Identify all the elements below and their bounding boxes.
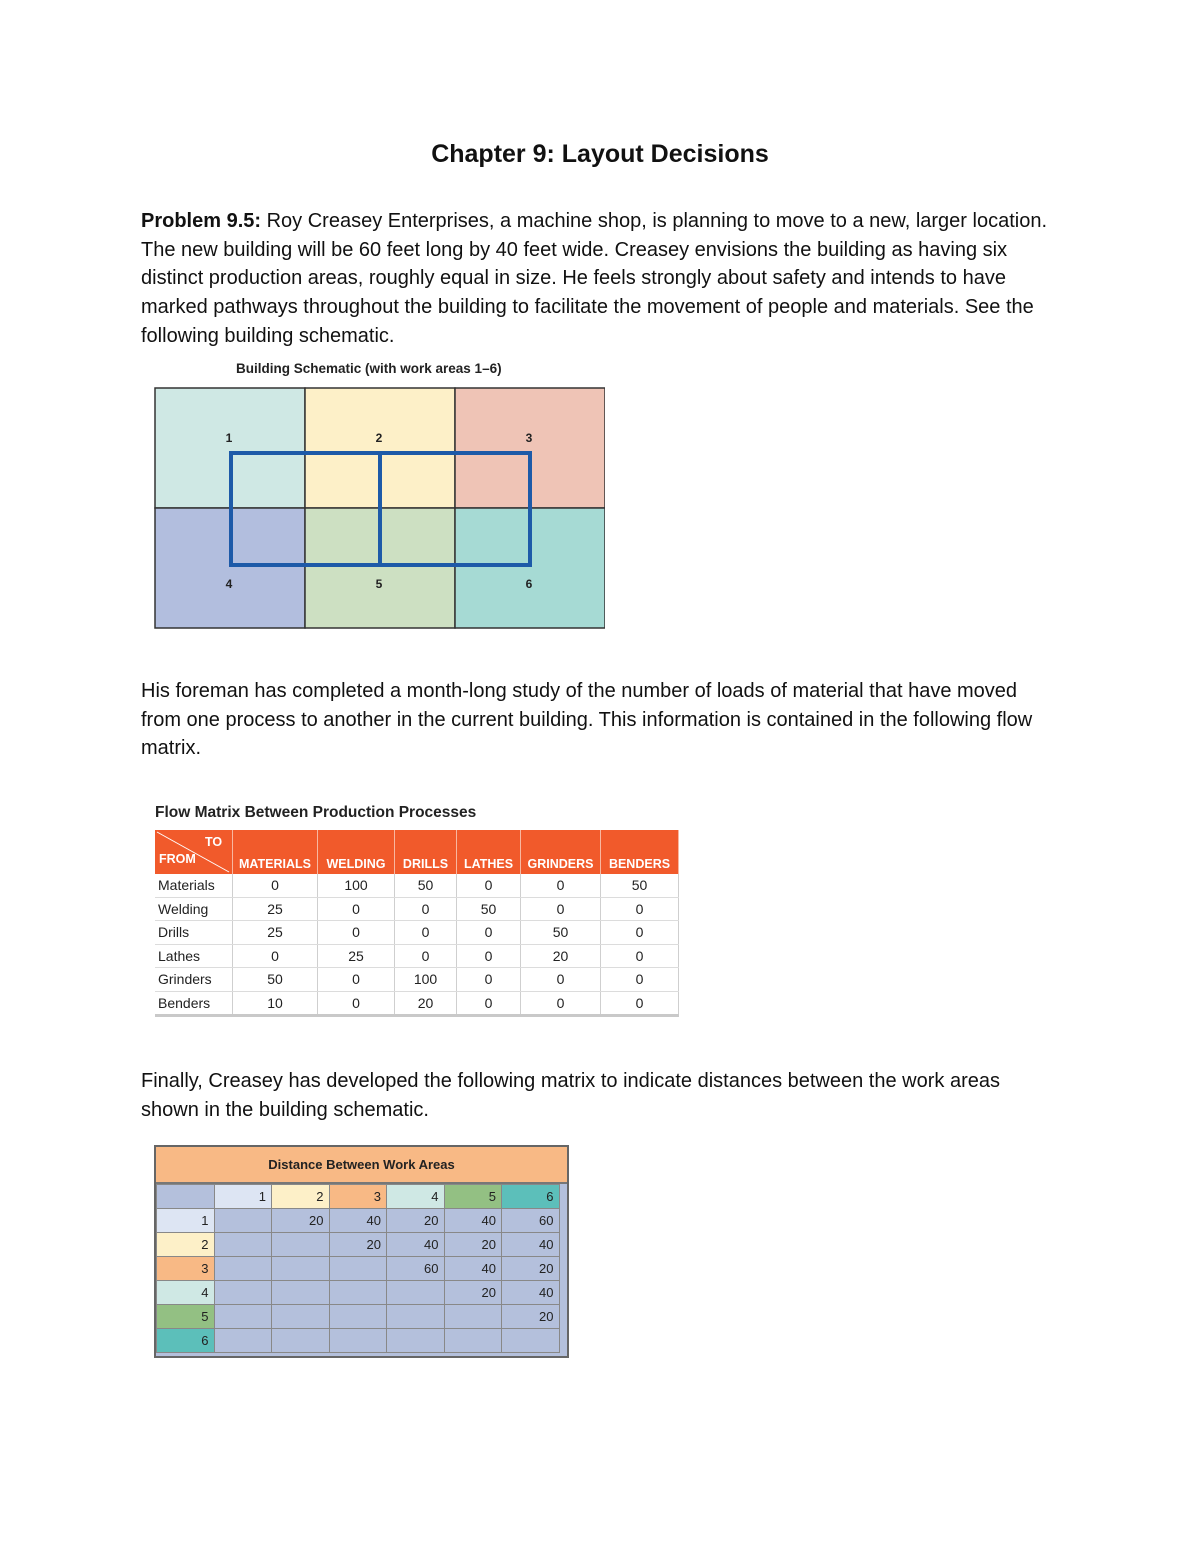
distance-cell: 40 <box>387 1233 445 1257</box>
distance-cell: 60 <box>502 1209 560 1233</box>
flow-matrix-to-label: TO <box>205 835 223 849</box>
flow-cell: 0 <box>521 991 601 1016</box>
distance-cell <box>272 1281 330 1305</box>
distance-cell <box>387 1329 445 1353</box>
distance-cell <box>214 1281 272 1305</box>
distance-cell <box>272 1233 330 1257</box>
problem-text: Roy Creasey Enterprises, a machine shop, is planning to move to a new, larger location. The new building will be 60 feet long by 40 feet wide. Creasey envisions the building as having six distinct production areas, roughly equal in size. He feels strongly about safety and intends to have marked pathways throughout the building to facilitate the movement of people and materials. See the following building schematic. <box>141 210 1048 347</box>
flow-cell: 0 <box>521 874 601 897</box>
distance-cell <box>214 1209 272 1233</box>
flow-cell: 0 <box>233 874 318 897</box>
flow-cell: 100 <box>395 968 457 992</box>
flow-cell: 20 <box>521 944 601 968</box>
flow-cell: 0 <box>601 897 679 921</box>
problem-paragraph <box>141 207 1061 351</box>
flow-col-header: BENDERS <box>601 830 679 874</box>
flow-cell: 25 <box>318 944 395 968</box>
flow-cell: 0 <box>601 991 679 1016</box>
flow-row <box>155 897 679 921</box>
distance-row <box>157 1281 560 1305</box>
flow-cell: 25 <box>233 921 318 945</box>
distance-col-header: 5 <box>444 1185 502 1209</box>
distance-cell <box>214 1305 272 1329</box>
flow-cell: 50 <box>457 897 521 921</box>
flow-cell: 0 <box>318 968 395 992</box>
flow-row <box>155 921 679 945</box>
distance-cell <box>387 1281 445 1305</box>
distance-row-header: 5 <box>157 1305 215 1329</box>
flow-row-label: Grinders <box>155 968 233 992</box>
schematic-title: Building Schematic (with work areas 1–6) <box>236 361 502 376</box>
flow-cell: 0 <box>318 921 395 945</box>
distance-cell <box>272 1329 330 1353</box>
distance-cell <box>502 1329 560 1353</box>
work-area-label-4: 4 <box>225 577 233 591</box>
work-area-label-6: 6 <box>525 577 533 591</box>
distance-row-header: 3 <box>157 1257 215 1281</box>
flow-cell: 0 <box>457 944 521 968</box>
flow-cell: 0 <box>457 991 521 1016</box>
distance-cell: 40 <box>502 1233 560 1257</box>
flow-row <box>155 991 679 1016</box>
flow-cell: 50 <box>233 968 318 992</box>
foreman-paragraph: His foreman has completed a month-long study of the number of loads of material that have moved from one process to another in the current building. This information is contained in the following flow matrix. <box>141 680 1033 760</box>
flow-cell: 0 <box>521 968 601 992</box>
distance-corner-cell <box>157 1185 215 1209</box>
flow-col-header: LATHES <box>457 830 521 874</box>
page-title: Chapter 9: Layout Decisions <box>431 140 769 168</box>
distance-col-header: 1 <box>214 1185 272 1209</box>
distance-row-header: 2 <box>157 1233 215 1257</box>
work-area-label-2: 2 <box>375 431 383 445</box>
distance-cell <box>329 1281 387 1305</box>
flow-cell: 10 <box>233 991 318 1016</box>
flow-cell: 0 <box>521 897 601 921</box>
distance-row <box>157 1305 560 1329</box>
distance-cell <box>329 1257 387 1281</box>
flow-cell: 100 <box>318 874 395 897</box>
flow-col-header: WELDING <box>318 830 395 874</box>
distance-cell <box>444 1329 502 1353</box>
flow-cell: 20 <box>395 991 457 1016</box>
flow-cell: 0 <box>457 968 521 992</box>
flow-cell: 0 <box>318 991 395 1016</box>
flow-matrix-from-label: FROM <box>159 852 196 866</box>
distance-cell: 20 <box>387 1209 445 1233</box>
flow-cell: 0 <box>395 921 457 945</box>
flow-row-label: Materials <box>155 874 233 897</box>
distance-col-header: 6 <box>502 1185 560 1209</box>
finally-paragraph: Finally, Creasey has developed the following matrix to indicate distances between the work areas shown in the building schematic. <box>141 1070 1000 1121</box>
distance-row-header: 6 <box>157 1329 215 1353</box>
flow-cell: 0 <box>233 944 318 968</box>
distance-row <box>157 1329 560 1353</box>
flow-row-label: Drills <box>155 921 233 945</box>
distance-matrix-table <box>156 1184 560 1353</box>
distance-cell <box>387 1305 445 1329</box>
flow-cell: 50 <box>521 921 601 945</box>
distance-cell: 20 <box>329 1233 387 1257</box>
work-area-label-3: 3 <box>525 431 533 445</box>
distance-matrix-title: Distance Between Work Areas <box>156 1147 567 1184</box>
distance-cell: 40 <box>329 1209 387 1233</box>
distance-cell: 40 <box>444 1257 502 1281</box>
distance-cell <box>214 1233 272 1257</box>
flow-matrix-header-row <box>155 830 679 874</box>
distance-cell: 20 <box>502 1305 560 1329</box>
flow-row-label: Lathes <box>155 944 233 968</box>
distance-col-header: 2 <box>272 1185 330 1209</box>
distance-row-header: 1 <box>157 1209 215 1233</box>
distance-cell <box>444 1305 502 1329</box>
distance-cell: 20 <box>444 1233 502 1257</box>
distance-matrix <box>154 1145 569 1358</box>
flow-cell: 0 <box>395 897 457 921</box>
distance-cell <box>272 1305 330 1329</box>
distance-cell: 40 <box>444 1209 502 1233</box>
distance-row <box>157 1209 560 1233</box>
building-schematic <box>153 386 605 630</box>
flow-matrix-title: Flow Matrix Between Production Processes <box>155 804 477 821</box>
distance-cell: 60 <box>387 1257 445 1281</box>
distance-row <box>157 1233 560 1257</box>
flow-cell: 50 <box>601 874 679 897</box>
problem-label: Problem 9.5: <box>141 210 262 232</box>
flow-col-header: MATERIALS <box>233 830 318 874</box>
flow-cell: 50 <box>395 874 457 897</box>
flow-col-header: DRILLS <box>395 830 457 874</box>
flow-cell: 0 <box>601 944 679 968</box>
distance-cell: 20 <box>444 1281 502 1305</box>
distance-row <box>157 1257 560 1281</box>
flow-row <box>155 968 679 992</box>
work-area-label-5: 5 <box>375 577 383 591</box>
flow-matrix-body <box>155 874 679 1016</box>
flow-cell: 0 <box>457 874 521 897</box>
flow-matrix-corner-cell <box>155 830 233 874</box>
flow-matrix-table <box>155 830 679 1017</box>
flow-row-label: Benders <box>155 991 233 1016</box>
distance-cell <box>329 1305 387 1329</box>
distance-cell: 20 <box>502 1257 560 1281</box>
flow-row-label: Welding <box>155 897 233 921</box>
flow-col-header: GRINDERS <box>521 830 601 874</box>
flow-cell: 0 <box>395 944 457 968</box>
flow-cell: 0 <box>457 921 521 945</box>
flow-cell: 0 <box>601 968 679 992</box>
distance-cell: 20 <box>272 1209 330 1233</box>
distance-cell <box>214 1257 272 1281</box>
distance-cell: 40 <box>502 1281 560 1305</box>
flow-cell: 0 <box>601 921 679 945</box>
flow-cell: 0 <box>318 897 395 921</box>
work-area-label-1: 1 <box>225 431 233 445</box>
flow-cell: 25 <box>233 897 318 921</box>
flow-row <box>155 874 679 897</box>
distance-cell <box>272 1257 330 1281</box>
distance-row-header: 4 <box>157 1281 215 1305</box>
flow-row <box>155 944 679 968</box>
distance-col-header: 3 <box>329 1185 387 1209</box>
distance-cell <box>329 1329 387 1353</box>
distance-col-header: 4 <box>387 1185 445 1209</box>
distance-cell <box>214 1329 272 1353</box>
distance-header-row <box>157 1185 560 1209</box>
